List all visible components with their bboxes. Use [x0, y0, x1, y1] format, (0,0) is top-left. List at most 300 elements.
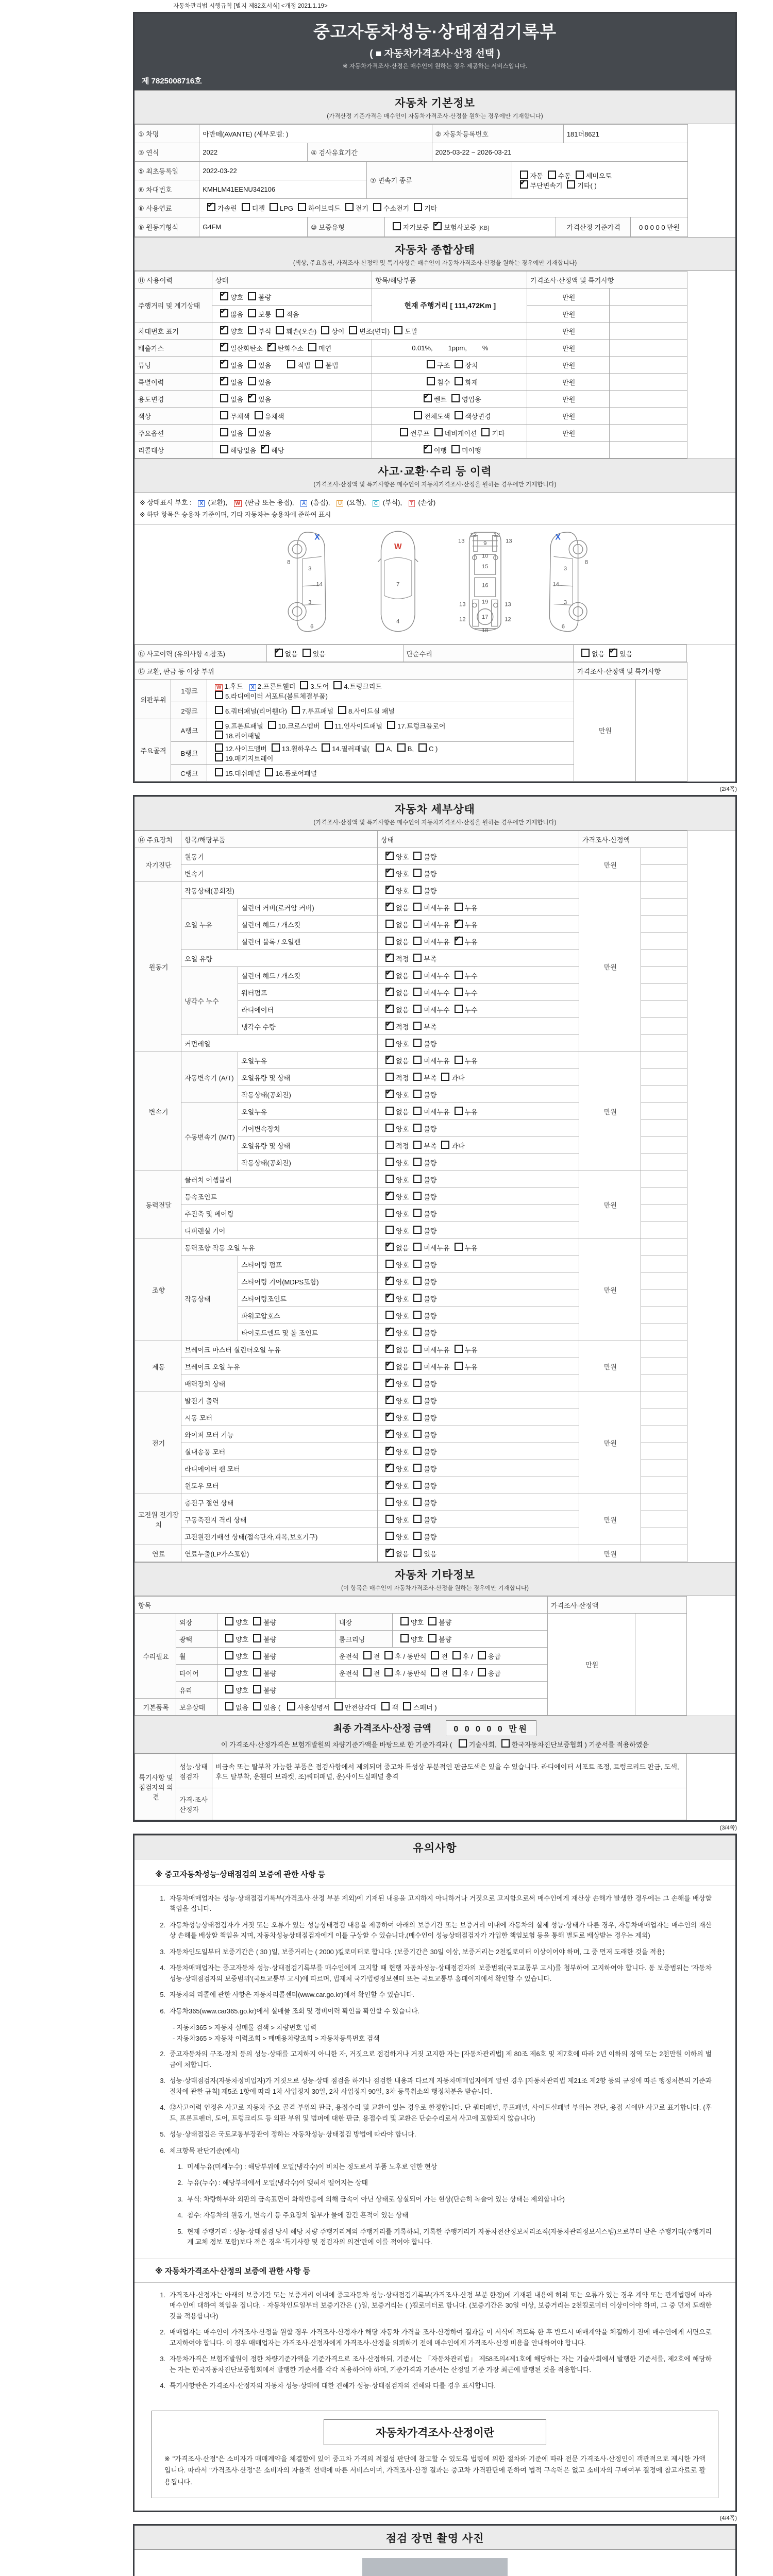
checkbox-unchecked[interactable] [385, 1226, 394, 1234]
row-label: 리콜대상 [135, 442, 212, 459]
checkbox-unchecked[interactable] [385, 1107, 394, 1115]
checkbox-unchecked[interactable] [413, 869, 422, 877]
checkbox-unchecked[interactable] [315, 360, 323, 368]
checkbox-checked[interactable] [385, 1277, 394, 1285]
checkbox-unchecked[interactable] [413, 1141, 422, 1149]
checkbox-checked[interactable] [267, 343, 276, 351]
checkbox-unchecked[interactable] [385, 1124, 394, 1132]
checkbox-unchecked[interactable] [413, 1328, 422, 1336]
checkbox-unchecked[interactable] [376, 743, 384, 752]
checkbox-unchecked[interactable] [413, 1464, 422, 1472]
checkbox-unchecked[interactable] [455, 411, 463, 419]
svg-text:13: 13 [458, 538, 465, 545]
option-label: 후 [462, 1652, 469, 1660]
checkbox-unchecked[interactable] [270, 203, 278, 211]
checkbox-unchecked[interactable] [548, 171, 556, 179]
cell-text: 2.프론트휀더 [257, 682, 296, 690]
checkbox-unchecked[interactable] [418, 743, 427, 752]
checkbox-unchecked[interactable] [272, 743, 280, 752]
checkbox-unchecked[interactable] [413, 1532, 422, 1540]
checkbox-unchecked[interactable] [384, 1651, 393, 1659]
checkbox-unchecked[interactable] [455, 1362, 463, 1370]
checkbox-checked[interactable] [424, 445, 432, 453]
checkbox-unchecked[interactable] [345, 203, 354, 211]
checkbox-checked[interactable] [220, 343, 228, 351]
checkbox-checked[interactable] [385, 903, 394, 911]
checkbox-unchecked[interactable] [393, 222, 401, 230]
rank-items [207, 765, 574, 782]
checkbox-unchecked[interactable] [581, 649, 590, 657]
status-options [378, 1358, 579, 1375]
checkbox-unchecked[interactable] [333, 681, 342, 689]
item-label: 오일누유 [238, 1103, 378, 1120]
checkbox-unchecked[interactable] [225, 1702, 233, 1710]
option-label: 무단변속기 [530, 181, 563, 190]
checkbox-unchecked[interactable] [431, 1668, 439, 1676]
checkbox-unchecked[interactable] [220, 445, 228, 453]
checkbox-unchecked[interactable] [253, 1702, 261, 1710]
notice-bullet: - 자동차365 > 자동차 이력조회 > 매매용차량조회 > 자동차등록번호 검색 [173, 2035, 380, 2043]
checkbox-unchecked[interactable] [413, 988, 422, 996]
item-label: 브레이크 마스터 실린더오일 누유 [181, 1341, 378, 1358]
checkbox-unchecked[interactable] [441, 1073, 449, 1081]
checkbox-checked[interactable] [385, 1396, 394, 1404]
section-title: 사고·교환·수리 등 이력 [378, 466, 492, 478]
checkbox-unchecked[interactable] [413, 1447, 422, 1455]
checkbox-unchecked[interactable] [455, 1345, 463, 1353]
checkbox-checked[interactable] [220, 292, 228, 300]
checkbox-unchecked[interactable] [225, 1651, 233, 1659]
checkbox-unchecked[interactable] [413, 1022, 422, 1030]
checkbox-unchecked[interactable] [413, 1277, 422, 1285]
checkbox-unchecked[interactable] [413, 1056, 422, 1064]
note-cell [641, 899, 687, 916]
note-cell [641, 1494, 687, 1511]
checkbox-unchecked[interactable] [385, 1073, 394, 1081]
checkbox-unchecked[interactable] [452, 1668, 461, 1676]
note-cell [641, 848, 687, 865]
checkbox-checked[interactable] [385, 1243, 394, 1251]
checkbox-unchecked[interactable] [400, 428, 408, 436]
checkbox-checked[interactable] [385, 1005, 394, 1013]
notice-item-number: 2. [160, 2328, 165, 2336]
checkbox-unchecked[interactable] [441, 1141, 449, 1149]
checkbox-unchecked[interactable] [338, 706, 346, 714]
checkbox-checked[interactable] [433, 222, 442, 230]
checkbox-unchecked[interactable] [385, 1175, 394, 1183]
checkbox-unchecked[interactable] [321, 326, 329, 334]
option-label: B, [407, 744, 414, 753]
option-label: 미세누수 [424, 1006, 450, 1014]
checkbox-unchecked[interactable] [385, 1515, 394, 1523]
checkbox-unchecked[interactable] [413, 1175, 422, 1183]
checkbox-unchecked[interactable] [413, 1158, 422, 1166]
checkbox-checked[interactable] [385, 1430, 394, 1438]
option-label: 불량 [263, 1618, 277, 1626]
table-row [135, 143, 688, 162]
rank-label: A랭크 [171, 719, 207, 742]
checkbox-unchecked[interactable] [248, 309, 256, 317]
option-label: 불량 [424, 1210, 437, 1218]
item-label: 작동상태(공회전) [238, 1086, 378, 1103]
checkbox-unchecked[interactable] [455, 988, 463, 996]
checkbox-unchecked[interactable] [385, 1158, 394, 1166]
checkbox-unchecked[interactable] [385, 1039, 394, 1047]
checkbox-unchecked[interactable] [349, 326, 357, 334]
row-label: 주행거리 및 계기상태 [135, 289, 212, 323]
document [133, 0, 737, 2576]
checkbox-checked[interactable] [220, 309, 228, 317]
page-2-block [133, 795, 737, 1822]
checkbox-unchecked[interactable] [413, 1090, 422, 1098]
checkbox-unchecked[interactable] [413, 886, 422, 894]
checkbox-unchecked[interactable] [248, 428, 256, 436]
note-cell [641, 1137, 687, 1154]
status-options [378, 882, 579, 899]
option-label: 있음 [424, 1550, 437, 1558]
fuel-options [199, 199, 687, 217]
checkbox-unchecked[interactable] [248, 292, 256, 300]
checkbox-checked[interactable] [385, 1022, 394, 1030]
checkbox-unchecked[interactable] [387, 721, 395, 729]
option-label: 누유 [464, 904, 478, 912]
checkbox-unchecked[interactable] [253, 1651, 261, 1659]
checkbox-unchecked[interactable] [325, 721, 333, 729]
option-label: 누수 [464, 972, 478, 980]
checkbox-unchecked[interactable] [428, 1634, 436, 1642]
checkbox-unchecked[interactable] [322, 743, 330, 752]
svg-text:6: 6 [561, 623, 565, 630]
checkbox-unchecked[interactable] [225, 1617, 233, 1625]
checkbox-unchecked[interactable] [413, 920, 422, 928]
checkbox-checked[interactable] [520, 180, 528, 189]
checkbox-unchecked[interactable] [292, 706, 300, 714]
checkbox-unchecked[interactable] [400, 1617, 409, 1625]
checkbox-unchecked[interactable] [248, 360, 256, 368]
checkbox-unchecked[interactable] [381, 1702, 390, 1710]
price-appraisal-box [152, 2411, 718, 2498]
section-title: 자동차 종합상태 [395, 244, 475, 256]
checkbox-unchecked[interactable] [478, 1668, 486, 1676]
checkbox-unchecked[interactable] [225, 1634, 233, 1642]
device-category: 자기진단 [135, 848, 181, 882]
checkbox-checked[interactable] [385, 1549, 394, 1557]
status-options [378, 1001, 579, 1018]
checkbox-unchecked[interactable] [220, 394, 228, 402]
checkbox-unchecked[interactable] [413, 1345, 422, 1353]
checkbox-unchecked[interactable] [413, 971, 422, 979]
cell-text: 1ppm, [448, 344, 467, 352]
checkbox-checked[interactable] [385, 1464, 394, 1472]
checkbox-checked[interactable] [385, 869, 394, 877]
checkbox-unchecked[interactable] [413, 1039, 422, 1047]
checkbox-checked[interactable] [385, 1379, 394, 1387]
checkbox-unchecked[interactable] [413, 852, 422, 860]
checkbox-unchecked[interactable] [413, 1413, 422, 1421]
checkbox-checked[interactable] [220, 326, 228, 334]
checkbox-unchecked[interactable] [413, 1515, 422, 1523]
checkbox-unchecked[interactable] [414, 411, 422, 419]
checkbox-unchecked[interactable] [400, 1634, 409, 1642]
checkbox-unchecked[interactable] [501, 1739, 510, 1748]
checkbox-unchecked[interactable] [215, 731, 223, 739]
checkbox-unchecked[interactable] [459, 1739, 467, 1748]
checkbox-checked[interactable] [385, 1090, 394, 1098]
status-options [378, 1494, 579, 1511]
checkbox-unchecked[interactable] [385, 937, 394, 945]
row-label: ④ 검사유효기간 [308, 143, 432, 162]
cell-text: ( [276, 1703, 282, 1711]
checkbox-unchecked[interactable] [413, 1209, 422, 1217]
checkbox-checked[interactable] [385, 954, 394, 962]
checkbox-unchecked[interactable] [413, 1311, 422, 1319]
checkbox-unchecked[interactable] [373, 203, 381, 211]
checkbox-unchecked[interactable] [363, 1651, 372, 1659]
svg-text:3: 3 [308, 565, 312, 572]
checkbox-checked[interactable] [220, 360, 228, 368]
checkbox-unchecked[interactable] [567, 180, 575, 189]
checkbox-unchecked[interactable] [394, 326, 402, 334]
checkbox-unchecked[interactable] [413, 1073, 422, 1081]
checkbox-unchecked[interactable] [215, 691, 223, 699]
checkbox-unchecked[interactable] [363, 1668, 372, 1676]
checkbox-unchecked[interactable] [215, 721, 223, 729]
checkbox-unchecked[interactable] [215, 743, 223, 752]
checkbox-unchecked[interactable] [455, 1056, 463, 1064]
option-label: 없음 [230, 361, 244, 369]
checkbox-unchecked[interactable] [431, 1651, 439, 1659]
svg-text:12: 12 [470, 532, 477, 538]
checkbox-unchecked[interactable] [242, 203, 250, 211]
checkbox-unchecked[interactable] [303, 649, 311, 657]
checkbox-unchecked[interactable] [413, 1226, 422, 1234]
checkbox-unchecked[interactable] [287, 360, 295, 368]
checkbox-unchecked[interactable] [298, 203, 306, 211]
checkbox-unchecked[interactable] [276, 326, 284, 334]
checkbox-unchecked[interactable] [576, 171, 584, 179]
checkbox-unchecked[interactable] [413, 1107, 422, 1115]
option-label: 있음 [258, 361, 272, 369]
checkbox-unchecked[interactable] [253, 1685, 261, 1693]
checkbox-unchecked[interactable] [385, 1141, 394, 1149]
checkbox-unchecked[interactable] [385, 1311, 394, 1319]
notice-item [152, 1893, 712, 1914]
checkbox-unchecked[interactable] [455, 903, 463, 911]
checkbox-unchecked[interactable] [253, 1668, 261, 1676]
checkbox-unchecked[interactable] [253, 1617, 261, 1625]
checkbox-unchecked[interactable] [413, 954, 422, 962]
note-cell [641, 1086, 687, 1103]
option-label: 없음 [396, 989, 409, 997]
option-label: 없음 [396, 1006, 409, 1014]
note-cell [641, 1375, 687, 1392]
checkbox-unchecked[interactable] [215, 706, 223, 714]
notice-item [152, 2290, 712, 2321]
checkbox-checked[interactable] [385, 1294, 394, 1302]
table-row [135, 272, 687, 289]
checkbox-unchecked[interactable] [225, 1668, 233, 1676]
checkbox-checked[interactable] [220, 377, 228, 385]
checkbox-checked[interactable] [455, 920, 463, 928]
checkbox-unchecked[interactable] [452, 1651, 461, 1659]
option-label: 사용설명서 [297, 1703, 330, 1711]
option-label: 양호 [396, 1380, 409, 1388]
checkbox-unchecked[interactable] [413, 1549, 422, 1557]
checkbox-unchecked[interactable] [413, 1481, 422, 1489]
option-label: 구조 [437, 361, 450, 369]
checkbox-unchecked[interactable] [248, 377, 256, 385]
checkbox-unchecked[interactable] [413, 1005, 422, 1013]
option-label: 불량 [424, 1159, 437, 1167]
checkbox-checked[interactable] [385, 1447, 394, 1455]
checkbox-unchecked[interactable] [413, 1362, 422, 1370]
option-label: 11.인사이드패널 [334, 722, 382, 730]
cell-text: 이 가격조사·산정가격은 보험개발원의 차량기준가액을 바탕으로 한 기준가격과 ( [221, 1741, 454, 1749]
checkbox-checked[interactable] [385, 1362, 394, 1370]
checkbox-unchecked[interactable] [481, 428, 490, 436]
checkbox-checked[interactable] [455, 937, 463, 945]
checkbox-unchecked[interactable] [385, 1260, 394, 1268]
checkbox-unchecked[interactable] [413, 1243, 422, 1251]
checkbox-unchecked[interactable] [334, 1702, 343, 1710]
checkbox-checked[interactable] [275, 649, 283, 657]
checkbox-unchecked[interactable] [220, 411, 228, 419]
checkbox-checked[interactable] [385, 1413, 394, 1421]
table-row [135, 1052, 687, 1069]
checkbox-unchecked[interactable] [451, 445, 460, 453]
item-label: 동력조향 작동 오일 누유 [181, 1239, 378, 1256]
checkbox-unchecked[interactable] [268, 721, 276, 729]
checkbox-checked[interactable] [248, 394, 256, 402]
checkbox-checked[interactable] [385, 988, 394, 996]
option-label: 양호 [396, 1448, 409, 1456]
checkbox-unchecked[interactable] [451, 394, 460, 402]
checkbox-unchecked[interactable] [413, 1430, 422, 1438]
checkbox-unchecked[interactable] [397, 743, 406, 752]
note-cell [610, 391, 687, 408]
table-row [135, 645, 687, 662]
checkbox-unchecked[interactable] [385, 1209, 394, 1217]
section-title: 점검 장면 촬영 사진 [385, 2532, 484, 2545]
option-label: 양호 [411, 1635, 424, 1643]
status-options [378, 1035, 579, 1052]
notice-item [152, 1990, 712, 2000]
checkbox-unchecked[interactable] [428, 1617, 436, 1625]
checkbox-checked[interactable] [207, 203, 215, 211]
checkbox-unchecked[interactable] [413, 937, 422, 945]
checkbox-unchecked[interactable] [253, 1634, 261, 1642]
checkbox-checked[interactable] [385, 971, 394, 979]
checkbox-unchecked[interactable] [413, 1396, 422, 1404]
notice-item [152, 2076, 712, 2097]
checkbox-unchecked[interactable] [308, 343, 316, 351]
option-label: 미이행 [462, 446, 481, 454]
checkbox-unchecked[interactable] [413, 1294, 422, 1302]
checkbox-checked[interactable] [385, 1345, 394, 1353]
checkbox-checked[interactable] [385, 1328, 394, 1336]
checkbox-checked[interactable] [385, 852, 394, 860]
checkbox-unchecked[interactable] [413, 1192, 422, 1200]
notice-item-text: 성능·상태점검자(자동차정비업자)가 거짓으로 성능·상태 점검을 하거나 점검한 내용과 다르게 자동차매매업자에게 알린 경우 [자동차관리법 제21조 제2항 등의 규정에 따른 행정처분의 기준과 절차에 관한 규칙] 제5조 1항에 따라 1차 사업정지 30일, 2차 사업정지 90일, 3차 등록취소의 행정처분을 받습니다. [170, 2077, 712, 2095]
checkbox-checked[interactable] [385, 1192, 394, 1200]
checkbox-unchecked[interactable] [455, 1107, 463, 1115]
checkbox-unchecked[interactable] [455, 1005, 463, 1013]
option-label: 양호 [396, 1125, 409, 1133]
notice-item-text: 체크항목 판단기준(예시) [170, 2146, 240, 2155]
checkbox-unchecked[interactable] [215, 753, 223, 761]
checkbox-unchecked[interactable] [403, 1702, 411, 1710]
checkbox-unchecked[interactable] [427, 377, 435, 385]
checkbox-unchecked[interactable] [413, 903, 422, 911]
checkbox-unchecked[interactable] [255, 411, 263, 419]
checkbox-checked[interactable] [424, 394, 432, 402]
table-row [135, 340, 687, 357]
notice-item [152, 2354, 712, 2375]
checkbox-unchecked[interactable] [413, 1260, 422, 1268]
option-label: 양호 [236, 1669, 249, 1677]
checkbox-unchecked[interactable] [413, 1379, 422, 1387]
checkbox-unchecked[interactable] [385, 1498, 394, 1506]
option-label: 없음 [396, 904, 409, 912]
checkbox-unchecked[interactable] [413, 1124, 422, 1132]
checkbox-unchecked[interactable] [220, 428, 228, 436]
checkbox-unchecked[interactable] [287, 1702, 295, 1710]
checkbox-unchecked[interactable] [413, 1498, 422, 1506]
checkbox-unchecked[interactable] [455, 377, 463, 385]
checkbox-unchecked[interactable] [276, 309, 284, 317]
item-label: 시동 모터 [181, 1409, 378, 1426]
note-cell [641, 1103, 687, 1120]
accident-history-row [135, 645, 687, 662]
checkbox-unchecked[interactable] [385, 1532, 394, 1540]
checkbox-checked[interactable] [385, 1056, 394, 1064]
car-damage-diagram [249, 528, 620, 636]
checkbox-checked[interactable] [261, 445, 269, 453]
notice-item [170, 2210, 712, 2221]
option-label: 불량 [424, 1125, 437, 1133]
section-subtitle: (가격조사·산정액 및 특기사항은 매수인이 자동차가격조사·산정을 원하는 경우에만 기재합니다) [313, 482, 557, 488]
checkbox-unchecked[interactable] [478, 1651, 486, 1659]
checkbox-unchecked[interactable] [265, 768, 273, 776]
appraiser-comment [212, 1788, 687, 1820]
item-label: 오일 유량 [181, 950, 378, 967]
checkbox-unchecked[interactable] [300, 681, 308, 689]
checkbox-unchecked[interactable] [427, 360, 435, 368]
checkbox-unchecked[interactable] [225, 1685, 233, 1693]
status-options [378, 1324, 579, 1341]
svg-text:12: 12 [505, 616, 511, 623]
checkbox-checked[interactable] [385, 1481, 394, 1489]
checkbox-unchecked[interactable] [414, 203, 422, 211]
checkbox-unchecked[interactable] [384, 1668, 393, 1676]
checkbox-unchecked[interactable] [215, 768, 223, 776]
checkbox-unchecked[interactable] [434, 428, 443, 436]
checkbox-unchecked[interactable] [455, 360, 463, 368]
section-title: 자동차 기본정보 [395, 97, 475, 109]
checkbox-unchecked[interactable] [385, 920, 394, 928]
checkbox-checked[interactable] [385, 886, 394, 894]
note-cell [641, 1426, 687, 1443]
checkbox-unchecked[interactable] [248, 326, 256, 334]
checkbox-checked[interactable] [609, 649, 617, 657]
table-row [135, 425, 687, 442]
checkbox-unchecked[interactable] [455, 1243, 463, 1251]
option-label: 이행 [433, 446, 447, 454]
checkbox-unchecked[interactable] [455, 971, 463, 979]
item-label: 기어변속장치 [238, 1120, 378, 1137]
option-label: 불량 [258, 293, 272, 301]
option-label: 15.대쉬패널 [225, 769, 261, 777]
